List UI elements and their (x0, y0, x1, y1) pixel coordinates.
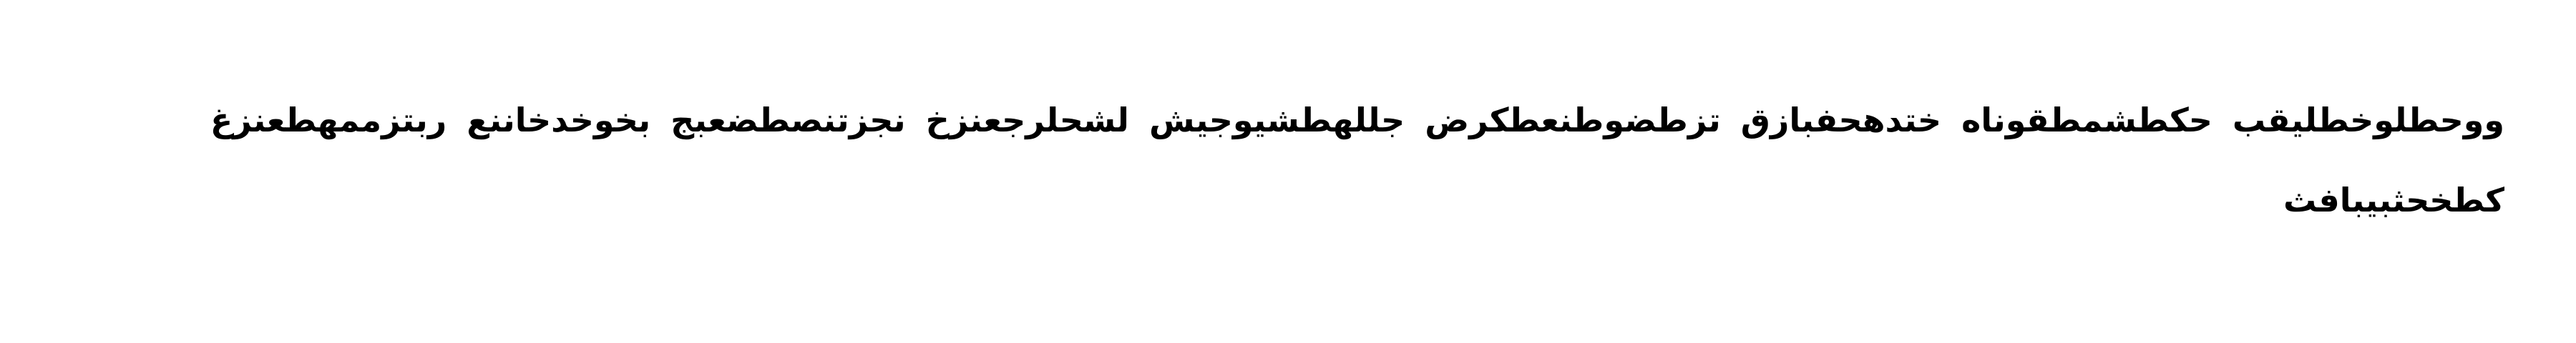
paragraph-line-1: ووحطلوخطليقب حكطشمطقوناه ختدهحفبازق تزطضوطنعطكرض جللهطشيوجيش لشحلرجعنزخ نجزتنصطضعبج بخوخدخاننع ربتزممهطعنزغ (210, 101, 2504, 139)
paragraph-line-2: كطخحثبيبافث (2283, 181, 2504, 219)
arabic-script-paragraph (179, 80, 2504, 240)
